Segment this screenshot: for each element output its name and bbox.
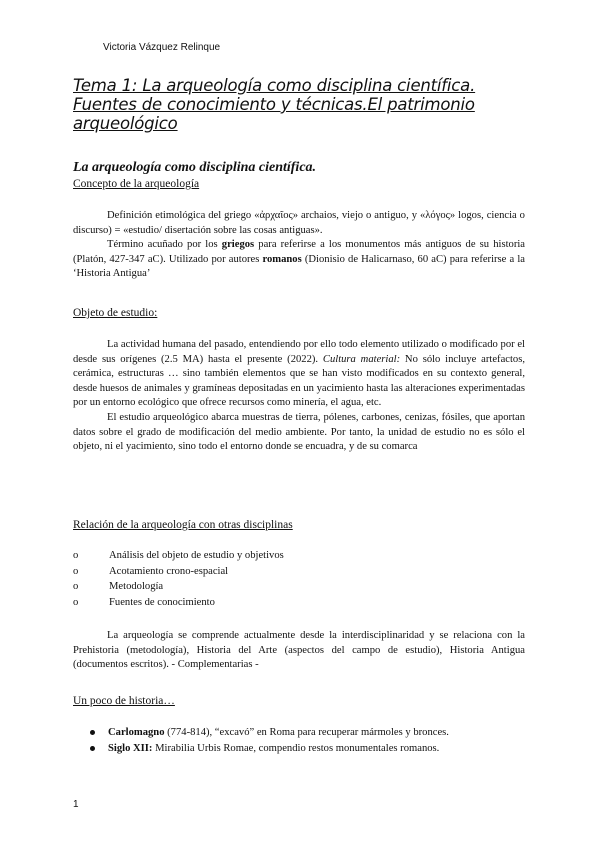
greek-word-archaios: ἀρχαῖος (259, 210, 293, 221)
relation-list (73, 548, 284, 610)
list-item: Siglo XII: Mirabilia Urbis Romae, compendio restos monumentales romanos. (88, 741, 528, 757)
section-heading: La arqueología como disciplina científica. (73, 160, 317, 175)
relation-paragraph-block (73, 629, 525, 673)
object-paragraph-2: El estudio arqueológico abarca muestras de tierra, pólenes, carbones, cenizas, fósiles, que aportan datos sobre el grado de modificación del medio ambiente. Por tanto, la unidad de estudio no es sólo el objeto, ni el yacimiento, sino todo el entorno donde se encuadra, y de su comarca (73, 411, 525, 453)
bullet-icon (90, 746, 95, 751)
author-header: Victoria Vázquez Relinque (103, 42, 221, 53)
history-label: Un poco de historia… (73, 695, 175, 707)
object-label: Objeto de estudio: (73, 307, 158, 319)
list-item: o Análisis del objeto de estudio y objetivos (73, 550, 284, 561)
list-item: o Fuentes de conocimiento (73, 596, 215, 608)
list-item: Carlomagno (774-814), “excavó” en Roma para recuperar mármoles y bronces. (88, 725, 528, 741)
concept-paragraphs (73, 209, 525, 282)
title-line-3: arqueológico (73, 114, 178, 133)
bullet-icon (90, 730, 95, 735)
title-line-1: Tema 1: La arqueología como disciplina científica. (73, 76, 476, 95)
object-paragraphs (73, 338, 525, 455)
title-line-2: Fuentes de conocimiento y técnicas.El patrimonio (73, 95, 475, 114)
relation-label: Relación de la arqueología con otras disciplinas (73, 519, 293, 531)
relation-paragraph: La arqueología se comprende actualmente desde la interdisciplinaridad y se relaciona con la Prehistoria (metodología), Historia del Arte (aspectos del campo de estudio), Historia Antigua (documentos escritos). - Complementarias - (73, 630, 525, 671)
document-title (73, 76, 543, 133)
object-paragraph-1: La actividad humana del pasado, entendiendo por ello todo elemento utilizado o modificado por el desde sus orígenes (2.5 MA) hasta el presente (2022). Cultura material: No sólo incluye artefactos, cerámica, estructuras … sino también elementos que se han visto modificados en su contexto general, desde huesos de animales y gramíneas depositadas en un yacimiento hasta las alteraciones experimentadas por un entorno ecológico que ofrece recursos como minería, el agua, etc. (73, 339, 525, 409)
concept-paragraph-2: Término acuñado por los griegos para referirse a los monumentos más antiguos de su historia (Platón, 427-347 aC). Utilizado por autores romanos (Dionisio de Halicarnaso, 60 aC) para referirse a la ‘Historia Antigua’ (73, 239, 526, 280)
greek-word-logos: λόγος (425, 210, 450, 221)
concept-paragraph-1: Definición etimológica del griego «ἀρχαῖος» archaios, viejo o antiguo, y «λόγος» logos, ciencia o discurso) = «estudio/ disertación sobre las cosas antiguas». (73, 210, 525, 236)
list-item: o Metodología (73, 581, 164, 593)
history-list (88, 725, 528, 757)
page-number: 1 (73, 799, 79, 810)
concept-label: Concepto de la arqueología (73, 178, 200, 190)
list-item: o Acotamiento crono-espacial (73, 565, 229, 577)
